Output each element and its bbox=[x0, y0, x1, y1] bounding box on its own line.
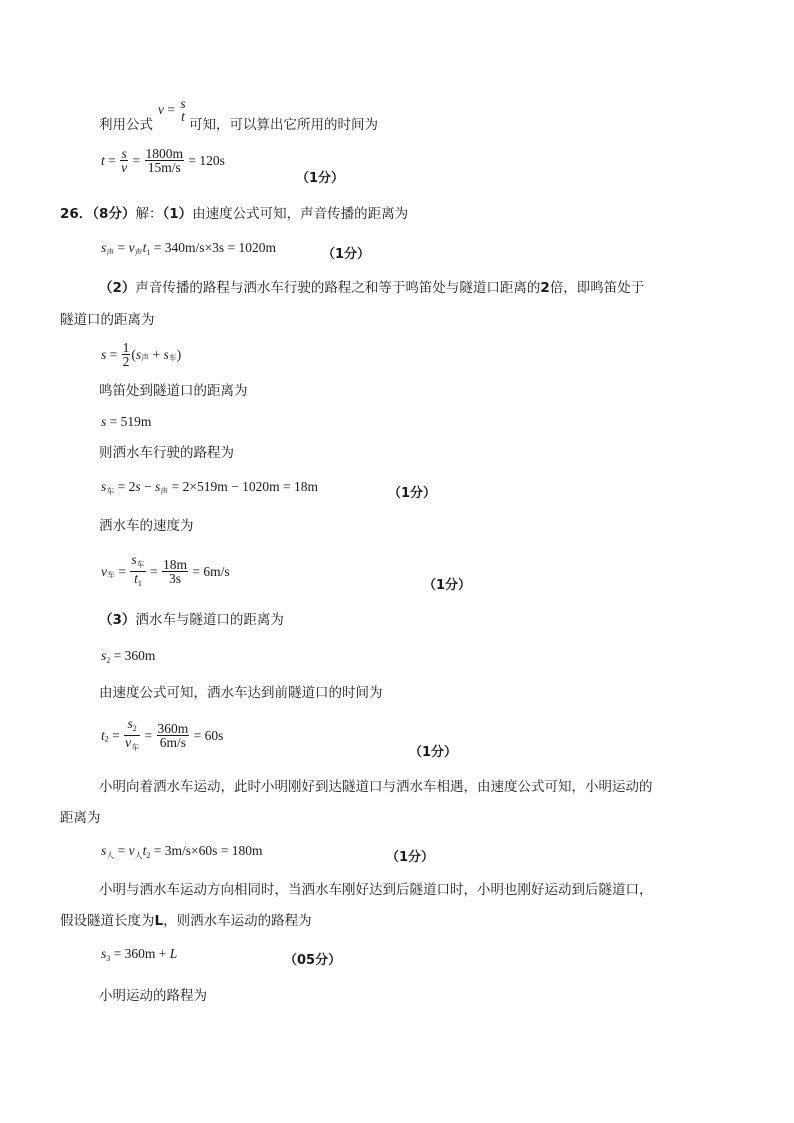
text: 假设隧道长度为 bbox=[60, 913, 155, 929]
denominator: v bbox=[125, 735, 132, 750]
var: v bbox=[128, 843, 135, 858]
var: s bbox=[101, 240, 107, 255]
var: s bbox=[101, 648, 107, 663]
whistle-distance bbox=[101, 414, 151, 430]
expression: = 340m/s×3s = 1020m bbox=[150, 240, 277, 255]
expression: = 60s bbox=[190, 728, 224, 743]
op: = bbox=[108, 728, 124, 743]
text-line: 小明运动的路程为 bbox=[99, 988, 207, 1004]
fraction bbox=[162, 558, 188, 585]
subscript: 车 bbox=[136, 560, 145, 569]
var: s bbox=[135, 347, 142, 362]
subscript: 1 bbox=[146, 248, 151, 257]
numerator: 1 bbox=[122, 340, 130, 355]
fraction bbox=[157, 722, 190, 749]
var: t bbox=[101, 728, 105, 743]
denominator: v bbox=[121, 160, 128, 175]
part-number: （3） bbox=[99, 612, 136, 628]
fraction bbox=[120, 147, 128, 174]
var: v bbox=[128, 240, 135, 255]
numerator: 18m bbox=[163, 557, 188, 572]
numerator: s bbox=[180, 96, 186, 111]
formula-intro-suffix bbox=[189, 117, 378, 133]
truck-tunnel-distance bbox=[101, 648, 155, 669]
op: = bbox=[132, 153, 141, 168]
var: s bbox=[101, 479, 107, 494]
paragraph-text: 距离为 bbox=[60, 810, 101, 826]
expression: = 360m bbox=[110, 648, 156, 663]
subscript: 车 bbox=[131, 743, 140, 752]
op: = bbox=[108, 153, 116, 168]
fraction bbox=[122, 341, 131, 368]
var: t bbox=[101, 153, 105, 168]
var: v bbox=[101, 564, 107, 579]
denominator: 15m/s bbox=[147, 160, 181, 175]
fraction bbox=[130, 553, 145, 590]
paragraph-text bbox=[60, 913, 312, 929]
var: L bbox=[169, 946, 178, 961]
text: 声音传播的路程与洒水车行驶的路程之和等于鸣笛处与隧道口距离的 bbox=[135, 280, 541, 296]
truck-time-formula bbox=[101, 717, 223, 754]
result: 120s bbox=[199, 153, 225, 168]
truck-route-formula bbox=[101, 946, 177, 967]
expression: = 3m/s×60s = 180m bbox=[150, 843, 263, 858]
variable: L bbox=[154, 913, 164, 929]
half-sum-formula bbox=[101, 341, 181, 368]
numerator: s bbox=[121, 146, 127, 161]
subscript: 2 bbox=[146, 851, 151, 860]
part-number: （1） bbox=[162, 206, 193, 222]
score-label: （1分） bbox=[423, 578, 472, 593]
subscript: 2 bbox=[106, 656, 111, 665]
text: 利用公式 bbox=[99, 117, 153, 133]
op: = bbox=[114, 843, 129, 858]
person-distance-formula bbox=[101, 843, 263, 864]
var: s bbox=[163, 347, 169, 362]
var: s bbox=[101, 414, 107, 429]
sound-distance-formula bbox=[101, 240, 276, 261]
subscript: 声 bbox=[106, 248, 115, 257]
score-label: （1分） bbox=[322, 247, 371, 262]
question-26-header bbox=[60, 206, 408, 222]
subscript: 2 bbox=[104, 734, 109, 744]
op: = bbox=[146, 564, 162, 579]
op: + bbox=[149, 347, 164, 362]
op: = bbox=[115, 564, 130, 579]
formula-intro-line bbox=[99, 117, 153, 133]
paragraph-text: 小明向着洒水车运动，此时小明刚好到达隧道口与洒水车相遇，由速度公式可知，小明运动的 bbox=[99, 779, 653, 795]
truck-speed-formula bbox=[101, 553, 230, 590]
denominator: 2 bbox=[122, 354, 130, 369]
text: 解： bbox=[135, 206, 163, 222]
op: = bbox=[188, 153, 197, 168]
subscript: 人 bbox=[106, 851, 115, 860]
time-formula bbox=[101, 147, 225, 174]
op: = bbox=[141, 728, 156, 743]
var: t bbox=[142, 240, 147, 255]
fraction bbox=[179, 97, 186, 123]
op: − bbox=[140, 479, 156, 494]
paren: ) bbox=[176, 347, 182, 362]
score-label: （1分） bbox=[388, 486, 437, 501]
subscript: 车 bbox=[168, 353, 177, 363]
question-number: 26． bbox=[60, 206, 93, 222]
numerator: s bbox=[127, 716, 133, 731]
text-line: 鸣笛处到隧道口的距离为 bbox=[99, 383, 248, 399]
denominator: 6m/s bbox=[159, 735, 187, 750]
denominator: t bbox=[181, 109, 185, 124]
expression: = 2×519m − 1020m = 18m bbox=[168, 479, 319, 494]
subscript: 车 bbox=[107, 570, 115, 580]
part-3-text bbox=[99, 612, 284, 628]
var: s bbox=[155, 479, 161, 494]
text-line: 则洒水车行驶的路程为 bbox=[99, 445, 234, 461]
text-line: 由速度公式可知，洒水车达到前隧道口的时间为 bbox=[99, 685, 383, 701]
text: 由速度公式可知，声音传播的距离为 bbox=[192, 206, 409, 222]
score-label: （1分） bbox=[296, 171, 345, 186]
text-line: 洒水车的速度为 bbox=[99, 518, 194, 534]
expression: = 360m + bbox=[110, 946, 170, 961]
points: （8分） bbox=[92, 206, 136, 222]
op: = 2 bbox=[114, 479, 136, 494]
velocity-formula bbox=[158, 97, 188, 123]
score-label: （1分） bbox=[409, 745, 458, 760]
text: ，则洒水车运动的路程为 bbox=[163, 913, 312, 929]
op: = bbox=[106, 347, 121, 362]
truck-distance-formula bbox=[101, 479, 318, 500]
part-2-text-cont: 隧道口的距离为 bbox=[60, 312, 155, 328]
subscript: 2 bbox=[132, 724, 137, 733]
var: s bbox=[101, 946, 107, 961]
subscript: 人 bbox=[134, 851, 143, 860]
subscript: 声 bbox=[134, 248, 143, 257]
text: 洒水车与隧道口的距离为 bbox=[135, 612, 284, 628]
fraction bbox=[145, 147, 185, 174]
score-label: （1分） bbox=[386, 850, 435, 865]
score-label: （05分） bbox=[284, 953, 342, 968]
subscript: 声 bbox=[141, 353, 150, 363]
numerator: 360m bbox=[157, 721, 189, 736]
op: = bbox=[114, 240, 129, 255]
fraction bbox=[124, 717, 140, 754]
expression: = 6m/s bbox=[189, 564, 230, 579]
numerator: s bbox=[131, 552, 137, 567]
var: s bbox=[135, 479, 141, 494]
denominator: 3s bbox=[169, 571, 182, 586]
text: 可知，可以算出它所用的时间为 bbox=[189, 117, 378, 133]
numerator: 1800m bbox=[145, 146, 184, 161]
op: = bbox=[167, 102, 175, 117]
paragraph-text: 小明与洒水车运动方向相同时，当洒水车刚好达到后隧道口时，小明也刚好运动到后隧道口， bbox=[99, 882, 653, 898]
var: s bbox=[101, 843, 107, 858]
subscript: 3 bbox=[106, 954, 111, 963]
expression: = 519m bbox=[106, 414, 152, 429]
var: v bbox=[158, 102, 164, 117]
part-2-text bbox=[99, 280, 644, 296]
paren: ( bbox=[131, 347, 136, 362]
part-number: （2） bbox=[99, 280, 136, 296]
var: s bbox=[101, 347, 107, 362]
subscript: 1 bbox=[137, 579, 142, 588]
denominator: t bbox=[134, 571, 138, 586]
subscript: 声 bbox=[160, 487, 169, 496]
text: 倍，即鸣笛处于 bbox=[549, 280, 645, 296]
subscript: 车 bbox=[106, 487, 115, 496]
number: 2 bbox=[540, 280, 550, 296]
var: t bbox=[142, 843, 147, 858]
